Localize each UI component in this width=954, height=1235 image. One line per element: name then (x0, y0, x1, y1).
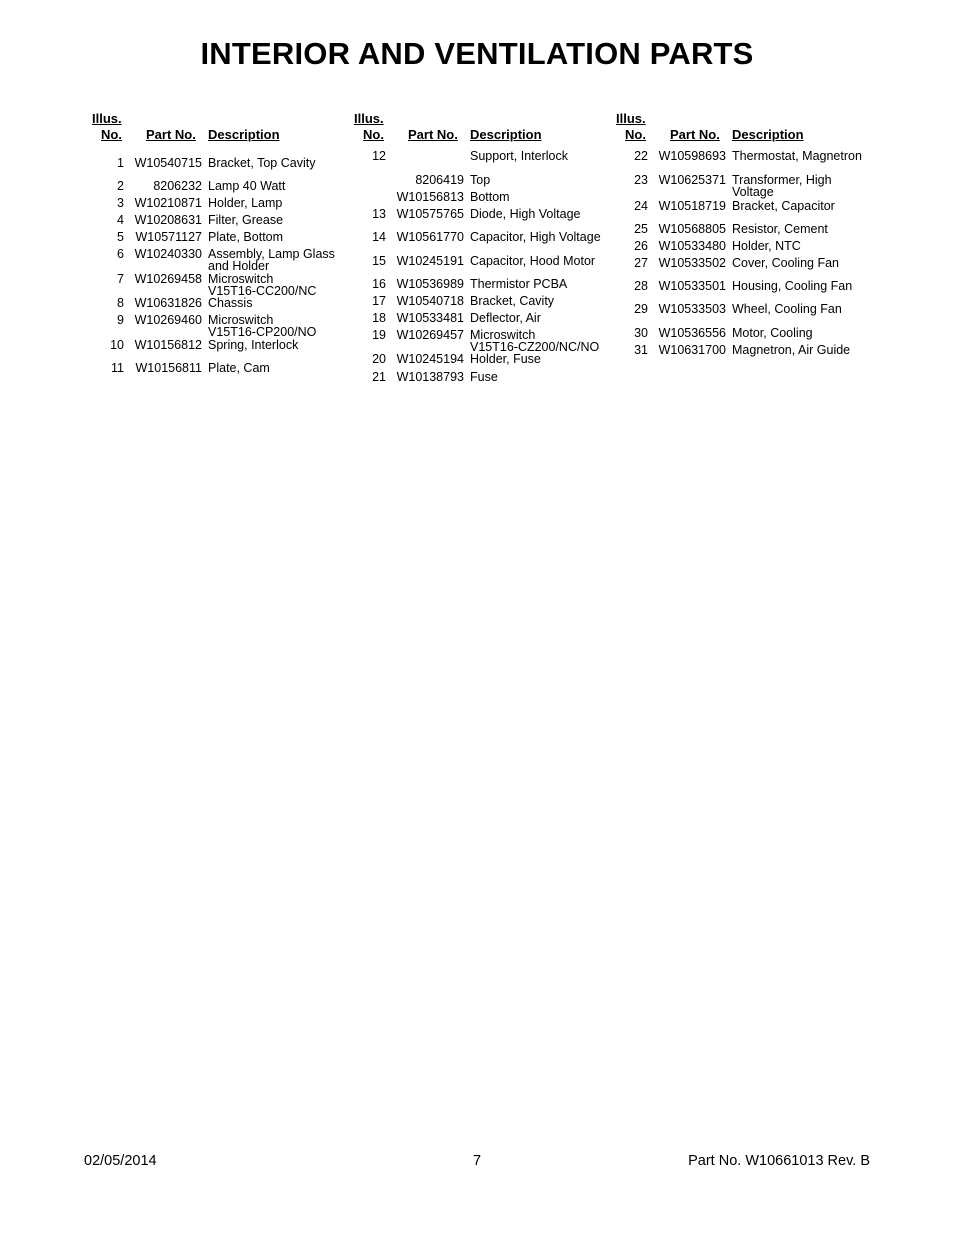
description-line: V15T16-CP200/NO (208, 325, 317, 339)
description-line: Bracket, Cavity (470, 294, 555, 308)
part-number: W10533501 (658, 279, 726, 293)
part-description (732, 240, 801, 252)
part-description (732, 257, 839, 269)
description-line: Holder, NTC (732, 239, 801, 253)
part-number: W10210871 (134, 196, 202, 210)
header-description: Description (470, 127, 542, 142)
description-line: Bracket, Top Cavity (208, 156, 316, 170)
illus-number: 19 (372, 328, 386, 342)
part-description (470, 255, 595, 267)
description-line: Holder, Lamp (208, 196, 283, 210)
header-no: No. (363, 127, 384, 142)
description-line: Plate, Cam (208, 361, 270, 375)
part-description (470, 329, 599, 353)
illus-number: 15 (372, 254, 386, 268)
illus-number: 1 (117, 156, 124, 170)
illus-number: 16 (372, 277, 386, 291)
part-description (732, 303, 842, 315)
header-no: No. (101, 127, 122, 142)
header-part-no: Part No. (408, 127, 458, 142)
illus-number: 14 (372, 230, 386, 244)
description-line: Chassis (208, 296, 253, 310)
part-description (732, 174, 832, 198)
description-line: Filter, Grease (208, 213, 284, 227)
header-no: No. (625, 127, 646, 142)
part-number: W10518719 (658, 199, 726, 213)
part-description (732, 200, 835, 212)
description-line: Deflector, Air (470, 311, 541, 325)
part-number: 8206419 (415, 173, 464, 187)
description-line: Microswitch (208, 272, 274, 286)
description-line: V15T16-CC200/NC (208, 284, 317, 298)
part-number: W10269460 (134, 313, 202, 327)
illus-number: 20 (372, 352, 386, 366)
illus-number: 27 (634, 256, 648, 270)
part-number: W10575765 (396, 207, 464, 221)
illus-number: 3 (117, 196, 124, 210)
footer-part-number: Part No. W10661013 Rev. B (688, 1153, 870, 1169)
description-line: Resistor, Cement (732, 222, 828, 236)
description-line: Diode, High Voltage (470, 207, 581, 221)
part-description (208, 231, 283, 243)
part-number: W10269457 (396, 328, 464, 342)
footer-date: 02/05/2014 (84, 1153, 157, 1169)
part-description (470, 295, 554, 307)
description-line: Transformer, High (732, 173, 832, 187)
header-part-no: Part No. (670, 127, 720, 142)
part-number: W10571127 (135, 230, 202, 244)
description-line: Thermostat, Magnetron (732, 149, 862, 163)
part-number: W10561770 (396, 230, 464, 244)
part-number: W10533480 (658, 239, 726, 253)
description-line: Capacitor, High Voltage (470, 230, 601, 244)
part-number: W10625371 (658, 173, 726, 187)
part-description (470, 231, 601, 243)
description-line: Wheel, Cooling Fan (732, 302, 842, 316)
part-description (732, 150, 862, 162)
part-description (732, 223, 828, 235)
part-description (208, 362, 270, 374)
part-number: W10208631 (134, 213, 202, 227)
description-line: V15T16-CZ200/NC/NO (470, 340, 600, 354)
part-description (208, 214, 283, 226)
illus-number: 7 (117, 272, 124, 286)
part-description (732, 344, 850, 356)
part-number: W10536556 (658, 326, 726, 340)
illus-number: 8 (117, 296, 124, 310)
part-number: W10533503 (658, 302, 726, 316)
illus-number: 28 (634, 279, 648, 293)
description-line: Capacitor, Hood Motor (470, 254, 596, 268)
header-illus: Illus. (92, 111, 122, 126)
part-number: W10245194 (396, 352, 464, 366)
part-description (732, 280, 852, 292)
illus-number: 17 (372, 294, 386, 308)
description-line: Lamp 40 Watt (208, 179, 286, 193)
illus-number: 31 (634, 343, 648, 357)
illus-number: 10 (110, 338, 124, 352)
part-description (208, 297, 252, 309)
part-description (208, 197, 282, 209)
illus-number: 5 (117, 230, 124, 244)
part-description (208, 339, 298, 351)
part-number: W10269458 (134, 272, 202, 286)
illus-number: 13 (372, 207, 386, 221)
illus-number: 25 (634, 222, 648, 236)
part-number: W10536989 (396, 277, 464, 291)
header-description: Description (208, 127, 280, 142)
part-number: W10156813 (396, 190, 464, 204)
header-illus: Illus. (354, 111, 384, 126)
description-line: Cover, Cooling Fan (732, 256, 840, 270)
description-line: Plate, Bottom (208, 230, 284, 244)
part-description (208, 248, 335, 272)
part-description (470, 174, 490, 186)
illus-number: 4 (117, 213, 124, 227)
description-line: Top (470, 173, 491, 187)
illus-number: 26 (634, 239, 648, 253)
illus-number: 2 (117, 179, 124, 193)
description-line: Bracket, Capacitor (732, 199, 835, 213)
part-number: W10568805 (658, 222, 726, 236)
header-part-no: Part No. (146, 127, 196, 142)
illus-number: 24 (634, 199, 648, 213)
part-description (470, 278, 567, 290)
illus-number: 29 (634, 302, 648, 316)
part-description (732, 327, 813, 339)
part-number: W10631826 (134, 296, 202, 310)
description-line: Support, Interlock (470, 149, 568, 163)
description-line: Microswitch (470, 328, 536, 342)
part-description (208, 314, 316, 338)
part-number: W10156811 (135, 361, 202, 375)
part-description (470, 191, 510, 203)
part-number: W10138793 (396, 370, 464, 384)
part-description (470, 150, 568, 162)
part-description (208, 180, 285, 192)
part-number: W10631700 (658, 343, 726, 357)
part-description (208, 157, 315, 169)
description-line: Holder, Fuse (470, 352, 541, 366)
description-line: Microswitch (208, 313, 274, 327)
part-number: W10598693 (658, 149, 726, 163)
description-line: Fuse (470, 370, 498, 384)
header-description: Description (732, 127, 804, 142)
description-line: Motor, Cooling (732, 326, 813, 340)
description-line: Voltage (732, 185, 774, 199)
page-title: INTERIOR AND VENTILATION PARTS (200, 36, 754, 71)
illus-number: 18 (372, 311, 386, 325)
footer-page-number: 7 (473, 1153, 482, 1169)
illus-number: 22 (634, 149, 648, 163)
part-number: W10533481 (396, 311, 464, 325)
illus-number: 12 (372, 149, 386, 163)
part-description (470, 312, 541, 324)
illus-number: 21 (372, 370, 386, 384)
description-line: Spring, Interlock (208, 338, 299, 352)
description-line: Housing, Cooling Fan (732, 279, 853, 293)
illus-number: 6 (117, 247, 124, 261)
illus-number: 23 (634, 173, 648, 187)
part-number: W10533502 (658, 256, 726, 270)
part-number: W10540718 (396, 294, 464, 308)
part-description (470, 208, 581, 220)
part-description (470, 353, 541, 365)
description-line: Assembly, Lamp Glass (208, 247, 335, 261)
header-illus: Illus. (616, 111, 646, 126)
part-number: W10240330 (134, 247, 202, 261)
description-line: Thermistor PCBA (470, 277, 568, 291)
illus-number: 11 (111, 361, 124, 375)
part-description (470, 371, 498, 383)
description-line: and Holder (208, 259, 270, 273)
part-number: 8206232 (153, 179, 202, 193)
description-line: Bottom (470, 190, 510, 204)
part-number: W10156812 (134, 338, 202, 352)
part-number: W10540715 (134, 156, 202, 170)
description-line: Magnetron, Air Guide (732, 343, 851, 357)
illus-number: 30 (634, 326, 648, 340)
illus-number: 9 (117, 313, 124, 327)
part-number: W10245191 (396, 254, 464, 268)
part-description (208, 273, 316, 297)
